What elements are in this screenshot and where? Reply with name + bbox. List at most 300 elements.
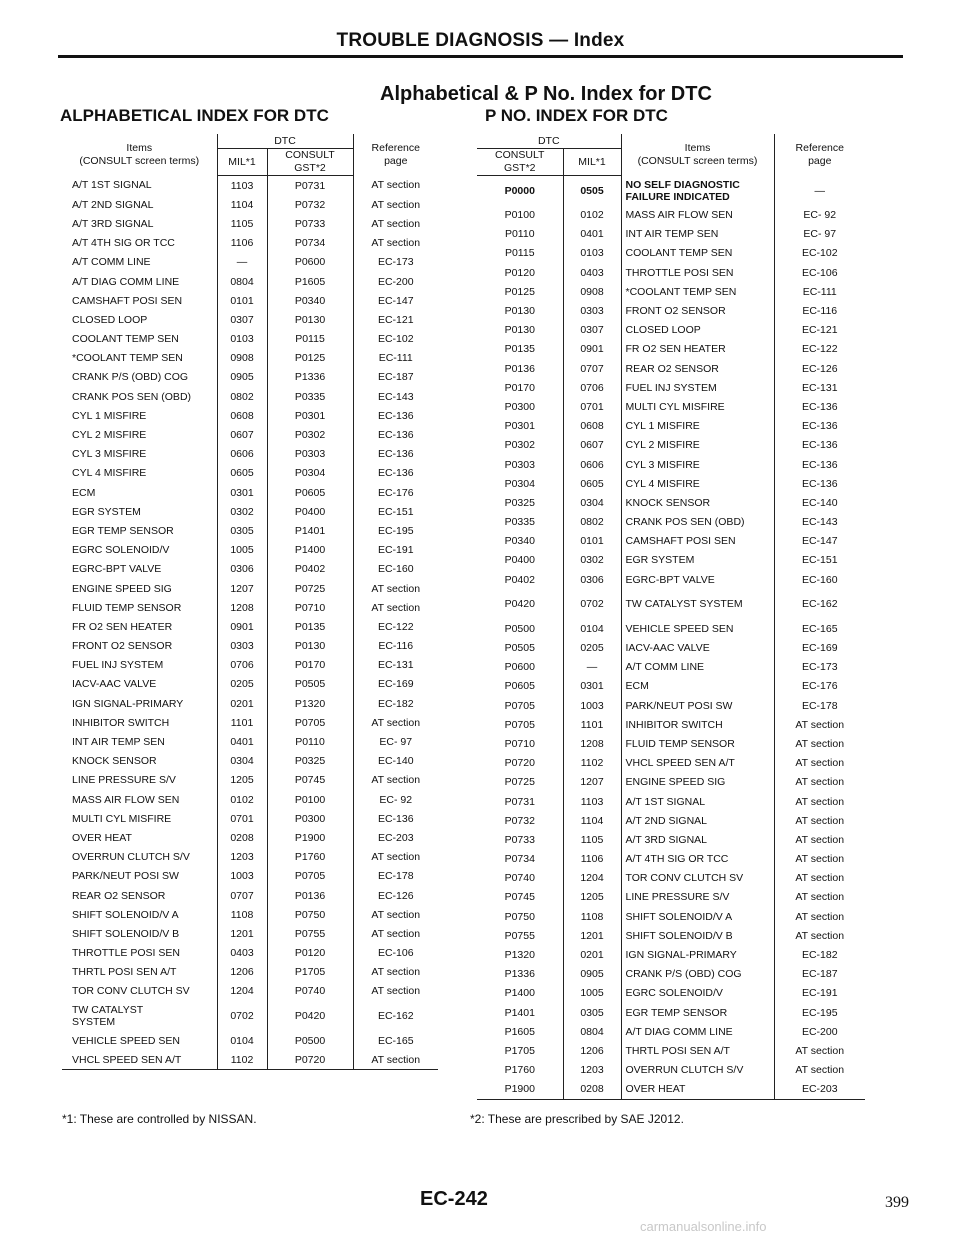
mil-cell: 0701	[217, 809, 267, 828]
consult-cell: P0125	[504, 285, 535, 298]
consult-cell: P0734	[504, 853, 535, 866]
table-row	[477, 436, 865, 455]
mil-cell: 0401	[563, 225, 621, 244]
table-row	[477, 619, 865, 638]
mil-cell: —	[563, 658, 621, 677]
reference-cell: EC-151	[353, 502, 438, 521]
reference-cell: EC- 92	[353, 790, 438, 809]
mil-cell: 0303	[563, 301, 621, 320]
item-cell: FR O2 SEN HEATER	[72, 620, 173, 633]
consult-cell: P0302	[504, 439, 535, 452]
item-cell: FUEL INJ SYSTEM	[621, 378, 774, 397]
item-cell: SHIFT SOLENOID/V B	[72, 927, 180, 940]
mil-cell: 0403	[217, 944, 267, 963]
left-section-title: ALPHABETICAL INDEX FOR DTC	[60, 106, 329, 125]
reference-cell: AT section	[353, 579, 438, 598]
reference-cell: EC-187	[353, 368, 438, 387]
mil-cell: 0304	[563, 493, 621, 512]
table-row	[477, 696, 865, 715]
item-cell: NO SELF DIAGNOSTIC FAILURE INDICATED	[621, 176, 774, 206]
reference-cell: AT section	[353, 713, 438, 732]
mil-cell: 0608	[563, 417, 621, 436]
item-cell: A/T 2ND SIGNAL	[72, 198, 154, 211]
consult-cell: P0720	[267, 1050, 353, 1070]
table-row	[477, 176, 865, 206]
consult-cell: P0400	[267, 502, 353, 521]
mil-cell: 0802	[563, 513, 621, 532]
consult-cell: P0130	[267, 637, 353, 656]
consult-cell: P0420	[504, 598, 535, 611]
consult-cell: P0136	[267, 886, 353, 905]
table-row	[477, 244, 865, 263]
mil-cell: 1208	[563, 734, 621, 753]
item-cell: ECM	[621, 677, 774, 696]
table-row	[62, 330, 438, 349]
table-row	[62, 617, 438, 636]
mil-cell: 0208	[217, 828, 267, 847]
table-row	[477, 417, 865, 436]
reference-cell: EC-191	[774, 984, 865, 1003]
mil-cell: 0901	[563, 340, 621, 359]
left-header-mil: MIL*1	[217, 149, 267, 176]
table-row	[477, 734, 865, 753]
item-cell: CRANK POS SEN (OBD)	[621, 513, 774, 532]
item-cell: INT AIR TEMP SEN	[621, 225, 774, 244]
left-header-consult: CONSULT GST*2	[267, 149, 353, 176]
consult-cell: P1336	[267, 368, 353, 387]
reference-cell: —	[774, 176, 865, 206]
table-row	[477, 532, 865, 551]
item-cell: MULTI CYL MISFIRE	[72, 812, 172, 825]
consult-cell: P0325	[504, 496, 535, 509]
mil-cell: 0306	[217, 560, 267, 579]
consult-cell: P0115	[267, 330, 353, 349]
consult-cell: P0420	[267, 1001, 353, 1031]
reference-cell: EC-147	[353, 291, 438, 310]
consult-cell: P0755	[267, 924, 353, 943]
mil-cell: 1203	[217, 848, 267, 867]
mil-cell: 1101	[563, 715, 621, 734]
mil-cell: 0607	[217, 425, 267, 444]
reference-cell: EC-131	[353, 656, 438, 675]
reference-cell: AT section	[353, 982, 438, 1001]
item-cell: INT AIR TEMP SEN	[72, 736, 165, 749]
item-cell: REAR O2 SENSOR	[621, 359, 774, 378]
right-header-ref: Reference page	[774, 134, 865, 176]
table-row	[477, 984, 865, 1003]
item-cell: PARK/NEUT POSI SW	[72, 870, 179, 883]
mil-cell: 0905	[217, 368, 267, 387]
table-row	[477, 321, 865, 340]
item-cell: VHCL SPEED SEN A/T	[62, 1050, 217, 1070]
mil-cell: 0101	[563, 532, 621, 551]
mil-cell: 1102	[563, 754, 621, 773]
item-cell: CLOSED LOOP	[621, 321, 774, 340]
reference-cell: AT section	[774, 907, 865, 926]
item-cell: CYL 4 MISFIRE	[621, 474, 774, 493]
consult-cell: P0605	[267, 483, 353, 502]
reference-cell: AT section	[774, 715, 865, 734]
mil-cell: 1005	[217, 541, 267, 560]
reference-cell: EC-165	[774, 619, 865, 638]
reference-cell: AT section	[774, 1041, 865, 1060]
item-cell: TW CATALYST SYSTEM	[72, 1004, 143, 1029]
item-cell: FLUID TEMP SENSOR	[72, 601, 182, 614]
table-row	[62, 387, 438, 406]
table-row	[62, 579, 438, 598]
table-row	[62, 944, 438, 963]
consult-cell: P0325	[267, 752, 353, 771]
table-row	[477, 1003, 865, 1022]
mil-cell: 1104	[217, 195, 267, 214]
consult-cell: P0705	[504, 718, 535, 731]
item-cell: CYL 1 MISFIRE	[72, 409, 147, 422]
consult-cell: P0100	[267, 790, 353, 809]
table-row	[62, 963, 438, 982]
table-row	[62, 1001, 438, 1031]
item-cell: FRONT O2 SENSOR	[72, 640, 173, 653]
mil-cell: 0905	[563, 965, 621, 984]
item-cell: CRANK POS SEN (OBD)	[72, 390, 192, 403]
mil-cell: 0302	[563, 551, 621, 570]
table-row	[62, 905, 438, 924]
mil-cell: 0702	[217, 1001, 267, 1031]
item-cell: EGR TEMP SENSOR	[72, 524, 174, 537]
mil-cell: 1204	[217, 982, 267, 1001]
consult-cell: P0304	[267, 464, 353, 483]
mil-cell: 1104	[563, 811, 621, 830]
consult-cell: P0705	[267, 867, 353, 886]
consult-cell: P0750	[504, 910, 535, 923]
table-row	[477, 225, 865, 244]
consult-cell: P0732	[504, 814, 535, 827]
consult-cell: P1336	[504, 968, 535, 981]
consult-cell: P0732	[267, 195, 353, 214]
mil-cell: 0605	[217, 464, 267, 483]
consult-cell: P1705	[504, 1044, 535, 1057]
table-row	[477, 945, 865, 964]
reference-cell: EC-122	[353, 617, 438, 636]
item-cell: OVERRUN CLUTCH S/V	[72, 851, 190, 864]
reference-cell: AT section	[353, 1050, 438, 1070]
table-row	[477, 926, 865, 945]
mil-cell: 0505	[563, 176, 621, 206]
table-row	[477, 888, 865, 907]
reference-cell: EC-126	[353, 886, 438, 905]
consult-cell: P0110	[267, 732, 353, 751]
table-row	[62, 349, 438, 368]
mil-cell: 1103	[563, 792, 621, 811]
mil-cell: 0802	[217, 387, 267, 406]
mil-cell: 1205	[217, 771, 267, 790]
mil-cell: 1204	[563, 869, 621, 888]
table-row	[477, 830, 865, 849]
item-cell: EGRC SOLENOID/V	[621, 984, 774, 1003]
table-row	[477, 907, 865, 926]
mil-cell: 0707	[563, 359, 621, 378]
mil-cell: 0608	[217, 406, 267, 425]
reference-cell: AT section	[353, 848, 438, 867]
item-cell: FLUID TEMP SENSOR	[621, 734, 774, 753]
consult-cell: P0402	[267, 560, 353, 579]
reference-cell: EC-173	[353, 253, 438, 272]
item-cell: A/T 1ST SIGNAL	[621, 792, 774, 811]
reference-cell: AT section	[353, 924, 438, 943]
table-row	[62, 675, 438, 694]
table-row	[62, 886, 438, 905]
reference-cell: EC-143	[353, 387, 438, 406]
table-row	[62, 214, 438, 233]
table-row	[62, 656, 438, 675]
mil-cell: 1207	[217, 579, 267, 598]
reference-cell: AT section	[774, 811, 865, 830]
mil-cell: 0302	[217, 502, 267, 521]
item-cell: IGN SIGNAL-PRIMARY	[72, 697, 184, 710]
consult-cell: P0755	[504, 929, 535, 942]
mil-cell: 1003	[563, 696, 621, 715]
mil-cell: 1101	[217, 713, 267, 732]
table-row	[477, 282, 865, 301]
page-header-title: TROUBLE DIAGNOSIS — Index	[336, 30, 625, 51]
reference-cell: EC-178	[774, 696, 865, 715]
table-row	[62, 924, 438, 943]
table-row	[477, 455, 865, 474]
table-row	[477, 850, 865, 869]
table-row	[62, 1031, 438, 1050]
reference-cell: EC-121	[774, 321, 865, 340]
item-cell: A/T 4TH SIG OR TCC	[72, 237, 175, 250]
reference-cell: AT section	[353, 963, 438, 982]
consult-cell: P0605	[504, 680, 535, 693]
item-cell: PARK/NEUT POSI SW	[621, 696, 774, 715]
mil-cell: 0102	[563, 206, 621, 225]
consult-cell: P0335	[267, 387, 353, 406]
consult-cell: P1400	[504, 987, 535, 1000]
reference-cell: EC-136	[353, 464, 438, 483]
consult-cell: P1401	[267, 521, 353, 540]
item-cell: LINE PRESSURE S/V	[621, 888, 774, 907]
item-cell: TOR CONV CLUTCH SV	[72, 985, 190, 998]
consult-cell: P0135	[267, 617, 353, 636]
item-cell: REAR O2 SENSOR	[72, 889, 166, 902]
reference-cell: EC-165	[353, 1031, 438, 1050]
table-row	[62, 425, 438, 444]
reference-cell: EC-136	[774, 436, 865, 455]
table-row	[62, 368, 438, 387]
reference-cell: AT section	[774, 830, 865, 849]
table-row	[477, 551, 865, 570]
item-cell: THRTL POSI SEN A/T	[72, 966, 177, 979]
left-header-dtc: DTC	[217, 134, 353, 149]
reference-cell: AT section	[774, 850, 865, 869]
reference-cell: EC-136	[774, 455, 865, 474]
footnote-sae: *2: These are prescribed by SAE J2012.	[470, 1112, 684, 1126]
reference-cell: EC-121	[353, 310, 438, 329]
table-row	[62, 752, 438, 771]
alphabetical-index-table	[62, 134, 438, 1070]
item-cell: A/T COMM LINE	[621, 658, 774, 677]
item-cell: VEHICLE SPEED SEN	[621, 619, 774, 638]
consult-cell: P0505	[504, 642, 535, 655]
page-number: EC-242	[420, 1188, 488, 1210]
item-cell: ECM	[72, 486, 96, 499]
consult-cell: P1400	[267, 541, 353, 560]
mil-cell: 1208	[217, 598, 267, 617]
left-header-items: Items (CONSULT screen terms)	[79, 141, 200, 167]
item-cell: A/T 4TH SIG OR TCC	[621, 850, 774, 869]
table-row	[477, 493, 865, 512]
reference-cell: EC-106	[353, 944, 438, 963]
table-row	[62, 598, 438, 617]
consult-cell: P1705	[267, 963, 353, 982]
table-row	[62, 195, 438, 214]
reference-cell: AT section	[774, 734, 865, 753]
table-row	[477, 811, 865, 830]
item-cell: CRANK P/S (OBD) COG	[72, 371, 189, 384]
reference-cell: EC-203	[353, 828, 438, 847]
consult-cell: P0500	[267, 1031, 353, 1050]
item-cell: KNOCK SENSOR	[621, 493, 774, 512]
table-row	[477, 474, 865, 493]
item-cell: MASS AIR FLOW SEN	[621, 206, 774, 225]
item-cell: IGN SIGNAL-PRIMARY	[621, 945, 774, 964]
item-cell: MULTI CYL MISFIRE	[621, 397, 774, 416]
reference-cell: EC-126	[774, 359, 865, 378]
item-cell: IACV-AAC VALVE	[621, 638, 774, 657]
item-cell: VEHICLE SPEED SEN	[72, 1034, 180, 1047]
consult-cell: P0745	[267, 771, 353, 790]
reference-cell: EC-191	[353, 541, 438, 560]
consult-cell: P0710	[504, 737, 535, 750]
mil-cell: 1003	[217, 867, 267, 886]
reference-cell: EC-169	[353, 675, 438, 694]
mil-cell: —	[217, 253, 267, 272]
table-row	[62, 694, 438, 713]
consult-cell: P0725	[267, 579, 353, 598]
consult-cell: P0100	[504, 209, 535, 222]
item-cell: THROTTLE POSI SEN	[72, 947, 180, 960]
mil-cell: 0103	[563, 244, 621, 263]
table-row	[62, 828, 438, 847]
mil-cell: 1106	[563, 850, 621, 869]
consult-cell: P0303	[267, 445, 353, 464]
consult-cell: P0303	[504, 458, 535, 471]
consult-cell: P0731	[504, 795, 535, 808]
consult-cell: P0400	[504, 554, 535, 567]
mil-cell: 0301	[217, 483, 267, 502]
reference-cell: EC- 92	[774, 206, 865, 225]
consult-cell: P0301	[267, 406, 353, 425]
mil-cell: 1005	[563, 984, 621, 1003]
item-cell: TW CATALYST SYSTEM	[621, 589, 774, 619]
table-row	[62, 445, 438, 464]
reference-cell: EC-178	[353, 867, 438, 886]
consult-cell: P1605	[504, 1025, 535, 1038]
mil-cell: 0101	[217, 291, 267, 310]
consult-cell: P0302	[267, 425, 353, 444]
item-cell: SHIFT SOLENOID/V B	[621, 926, 774, 945]
item-cell: THRTL POSI SEN A/T	[621, 1041, 774, 1060]
right-header-dtc: DTC	[537, 134, 560, 147]
mil-cell: 0307	[563, 321, 621, 340]
table-row	[62, 867, 438, 886]
table-row	[477, 1041, 865, 1060]
right-header-consult: CONSULT GST*2	[477, 149, 563, 176]
mil-cell: 1203	[563, 1061, 621, 1080]
item-cell: INHIBITOR SWITCH	[621, 715, 774, 734]
mil-cell: 0304	[217, 752, 267, 771]
item-cell: OVER HEAT	[621, 1080, 774, 1100]
consult-cell: P0745	[504, 891, 535, 904]
consult-cell: P0136	[504, 362, 535, 375]
reference-cell: AT section	[353, 176, 438, 196]
mil-cell: 1105	[563, 830, 621, 849]
table-row	[62, 848, 438, 867]
mil-cell: 1201	[563, 926, 621, 945]
reference-cell: EC-160	[353, 560, 438, 579]
reference-cell: EC-162	[353, 1001, 438, 1031]
consult-cell: P1605	[267, 272, 353, 291]
table-row	[477, 677, 865, 696]
consult-cell: P0135	[504, 343, 535, 356]
reference-cell: AT section	[353, 771, 438, 790]
consult-cell: P0115	[504, 247, 535, 260]
reference-cell: AT section	[774, 1061, 865, 1080]
mil-cell: 0606	[563, 455, 621, 474]
table-row	[62, 464, 438, 483]
reference-cell: EC-176	[774, 677, 865, 696]
table-row	[62, 771, 438, 790]
table-row	[477, 206, 865, 225]
reference-cell: EC-136	[353, 425, 438, 444]
table-row	[477, 513, 865, 532]
table-row	[62, 637, 438, 656]
right-header-mil: MIL*1	[563, 149, 621, 176]
item-cell: OVER HEAT	[72, 831, 132, 844]
consult-cell: P0750	[267, 905, 353, 924]
table-row	[477, 589, 865, 619]
item-cell: A/T 1ST SIGNAL	[72, 179, 152, 192]
table-row	[62, 291, 438, 310]
consult-cell: P0130	[504, 324, 535, 337]
item-cell: A/T DIAG COMM LINE	[621, 1022, 774, 1041]
mil-cell: 0104	[563, 619, 621, 638]
reference-cell: AT section	[353, 598, 438, 617]
reference-cell: AT section	[774, 792, 865, 811]
mil-cell: 0908	[217, 349, 267, 368]
reference-cell: AT section	[353, 234, 438, 253]
mil-cell: 1103	[217, 176, 267, 196]
consult-cell: P0402	[504, 573, 535, 586]
table-row	[62, 406, 438, 425]
mil-cell: 0205	[217, 675, 267, 694]
table-row	[477, 792, 865, 811]
consult-cell: P0130	[267, 310, 353, 329]
reference-cell: EC-136	[353, 445, 438, 464]
consult-cell: P1900	[267, 828, 353, 847]
item-cell: CRANK P/S (OBD) COG	[621, 965, 774, 984]
reference-cell: EC-136	[774, 474, 865, 493]
item-cell: COOLANT TEMP SEN	[621, 244, 774, 263]
table-row	[62, 253, 438, 272]
reference-cell: EC-176	[353, 483, 438, 502]
item-cell: KNOCK SENSOR	[72, 755, 157, 768]
table-row	[62, 732, 438, 751]
reference-cell: EC-131	[774, 378, 865, 397]
table-row	[477, 773, 865, 792]
reference-cell: EC- 97	[774, 225, 865, 244]
reference-cell: EC-200	[353, 272, 438, 291]
